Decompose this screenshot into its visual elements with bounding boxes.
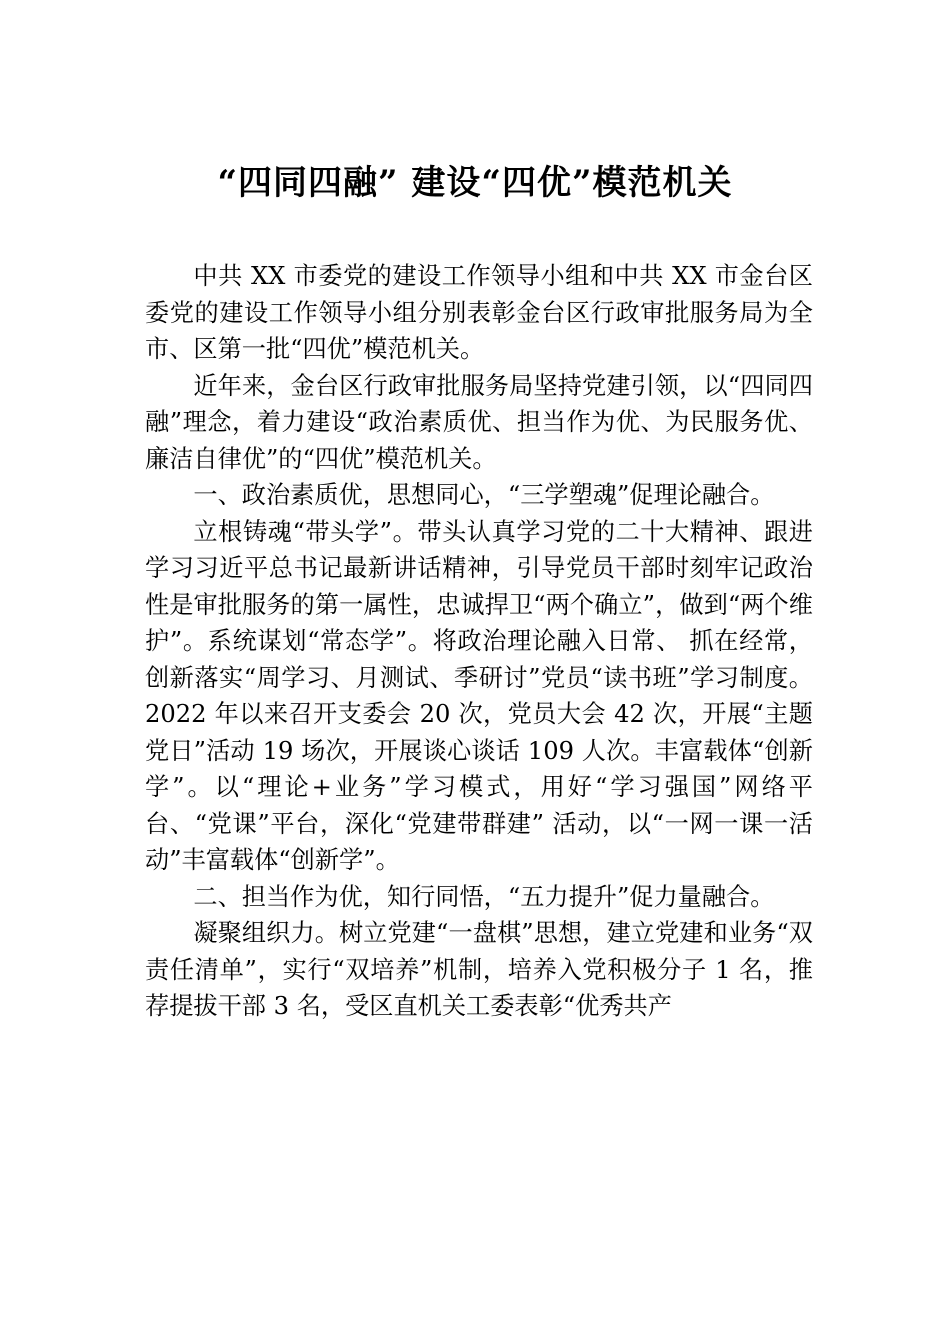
section-heading-1: 一、政治素质优，思想同心，“三学塑魂”促理论融合。: [193, 481, 775, 509]
paragraph-organization: 凝聚组织力。树立党建“一盘棋”思想，建立党建和业务“双责任清单”，实行“双培养”机制，培养入党积极分子 1 名，推荐提拔干部 3 名，受区直机关工委表彰“优秀共产: [145, 919, 813, 1020]
section-heading-2: 二、担当作为优，知行同悟，“五力提升”促力量融合。: [193, 882, 775, 911]
paragraph-award: 中共 XX 市委党的建设工作领导小组和中共 XX 市金台区委党的建设工作领导小组分别表彰金台区行政审批服务局为全市、区第一批“四优”模范机关。: [145, 262, 813, 363]
paragraph-intro: 近年来，金台区行政审批服务局坚持党建引领，以“四同四融”理念，着力建设“政治素质优、担当作为优、为民服务优、廉洁自律优”的“四优”模范机关。: [145, 371, 813, 473]
document-body: [145, 258, 813, 1025]
paragraph-study: 立根铸魂“带头学”。带头认真学习党的二十大精神、跟进学习习近平总书记最新讲话精神，引导党员干部时刻牢记政治性是审批服务的第一属性，忠诚捍卫“两个确立”，做到“两个维护”。系统谋划“常态学”。将政治理论融入日常、 抓在经常，创新落实“周学习、月测试、季研讨”党员“读书班”学习制度。2022 年以来召开支委会 20 次，党员大会 42 次，开展“主题党日”活动 19 场次，开展谈心谈话 109 人次。丰富载体“创新学”。以“理论+业务”学习模式，用好“学习强国”网络平台、“党课”平台，深化“党建带群建” 活动，以“一网一课一活动”丰富载体“创新学”。: [145, 517, 813, 874]
document-title: “四同四融” 建设“四优”模范机关: [217, 163, 733, 203]
